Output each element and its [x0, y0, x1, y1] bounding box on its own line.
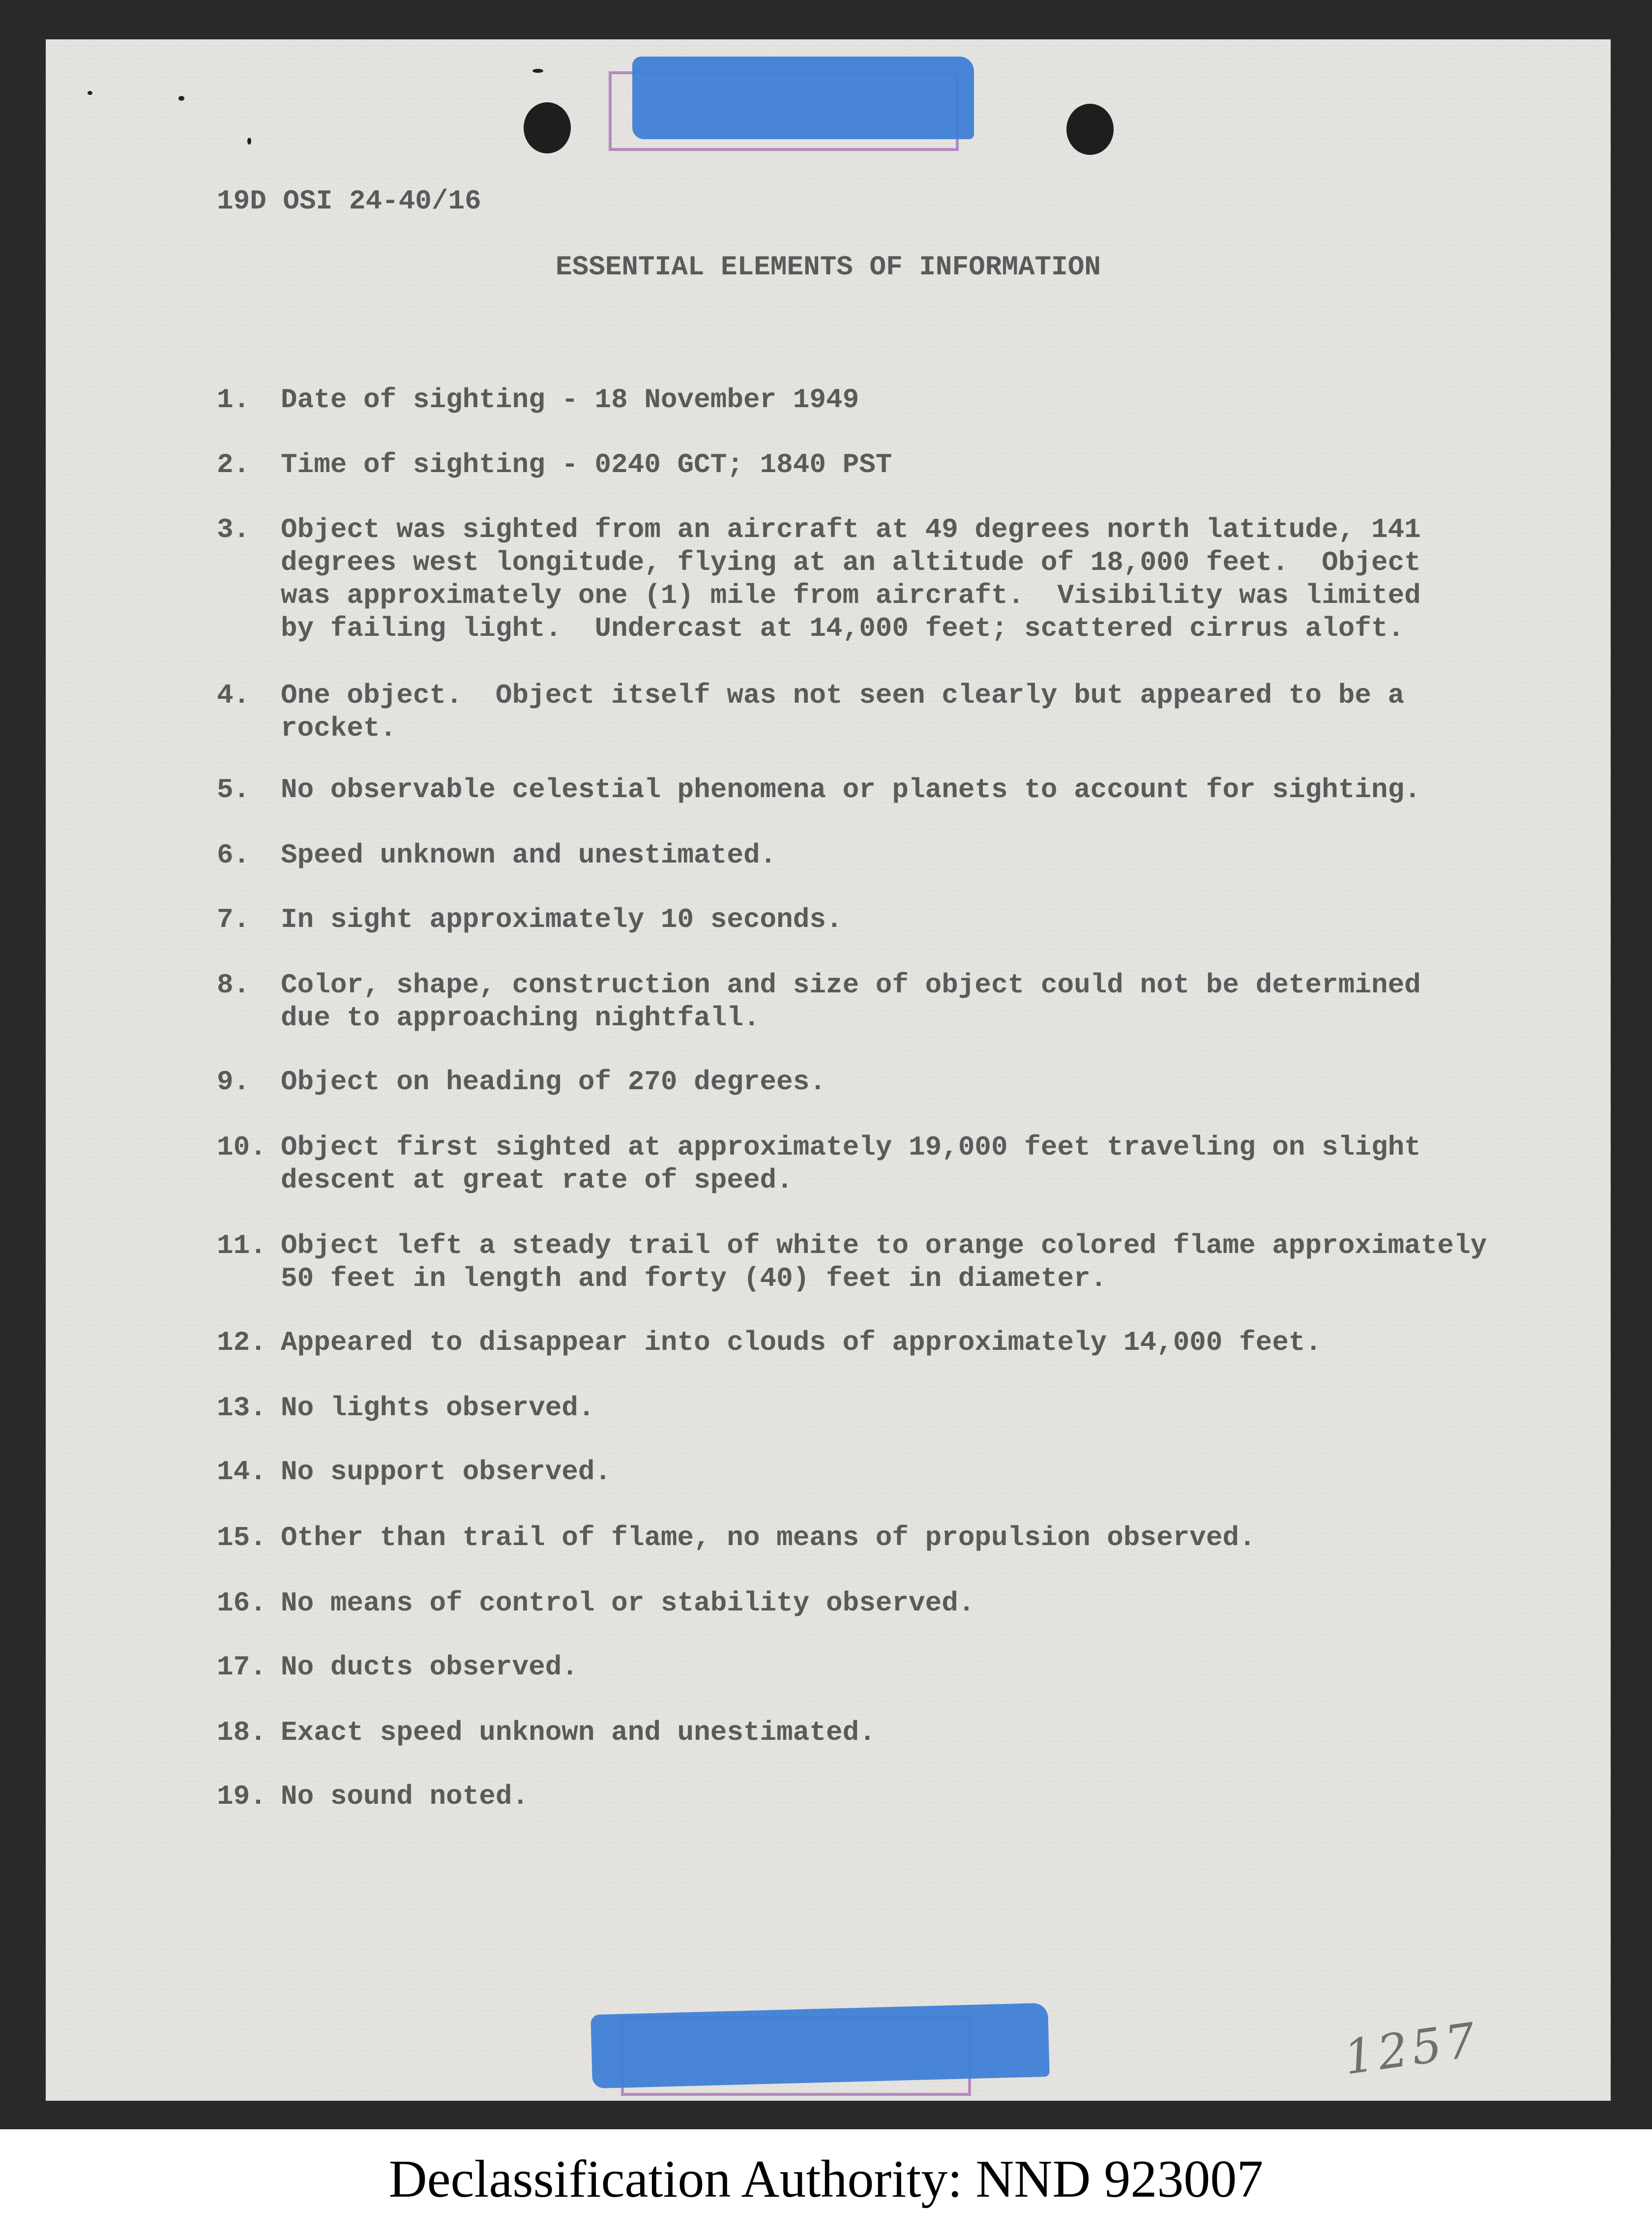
item-text-line: Speed unknown and unestimated. — [281, 839, 777, 871]
item-text-line: No means of control or stability observed. — [281, 1587, 975, 1619]
item-text-line: 50 feet in length and forty (40) feet in diameter. — [281, 1263, 1107, 1294]
list-item — [46, 1780, 1611, 1849]
item-text-line: was approximately one (1) mile from aircraft. Visibility was limited — [281, 580, 1421, 611]
redaction-marker-bottom — [590, 2003, 1050, 2088]
item-text-line: Object first sighted at approximately 19,000 feet traveling on slight — [281, 1132, 1421, 1163]
list-item — [46, 1521, 1611, 1590]
speck — [88, 91, 92, 95]
item-text-line: In sight approximately 10 seconds. — [281, 904, 843, 935]
item-text-line: Color, shape, construction and size of object could not be determined — [281, 969, 1421, 1001]
punch-hole-left — [524, 102, 571, 153]
list-item — [46, 1651, 1611, 1720]
item-text-line: No observable celestial phenomena or planets to account for sighting. — [281, 774, 1421, 805]
list-item — [46, 1131, 1611, 1200]
document-reference: 19D OSI 24-40/16 — [217, 185, 481, 217]
item-text-line: Time of sighting - 0240 GCT; 1840 PST — [281, 449, 892, 480]
list-item — [46, 1392, 1611, 1460]
item-text-line: by failing light. Undercast at 14,000 feet; scattered cirrus aloft. — [281, 613, 1405, 644]
list-item — [46, 513, 1611, 644]
item-number: 6. — [217, 839, 250, 871]
item-number: 3. — [217, 514, 250, 545]
item-text-line: Date of sighting - 18 November 1949 — [281, 384, 859, 416]
item-number: 7. — [217, 904, 250, 935]
list-item — [46, 1716, 1611, 1785]
item-number: 5. — [217, 774, 250, 805]
speck — [247, 138, 251, 145]
item-text-line: Object was sighted from an aircraft at 49 degrees north latitude, 141 — [281, 514, 1421, 545]
item-text-line: No sound noted. — [281, 1781, 529, 1812]
handwritten-page-number: 1257 — [1340, 2012, 1483, 2086]
speck — [178, 96, 184, 101]
item-text-line: Appeared to disappear into clouds of approximately 14,000 feet. — [281, 1327, 1322, 1358]
list-item — [46, 679, 1611, 748]
item-number: 17. — [217, 1651, 266, 1683]
item-number: 4. — [217, 680, 250, 711]
list-item — [46, 903, 1611, 972]
item-number: 16. — [217, 1587, 266, 1619]
item-text-line: Object left a steady trail of white to orange colored flame approximately — [281, 1230, 1487, 1261]
list-item — [46, 1229, 1611, 1298]
item-text-line: rocket. — [281, 713, 397, 744]
list-item — [46, 969, 1611, 1038]
item-text-line: No lights observed. — [281, 1392, 595, 1424]
list-item — [46, 448, 1611, 517]
list-item — [46, 1326, 1611, 1395]
item-number: 15. — [217, 1522, 266, 1553]
item-number: 11. — [217, 1230, 266, 1261]
item-text-line: descent at great rate of speed. — [281, 1164, 793, 1196]
item-text-line: Other than trail of flame, no means of propulsion observed. — [281, 1522, 1256, 1553]
document-page — [46, 39, 1611, 2101]
item-number: 12. — [217, 1327, 266, 1358]
item-number: 2. — [217, 449, 250, 480]
item-text-line: Exact speed unknown and unestimated. — [281, 1717, 876, 1748]
list-item — [46, 774, 1611, 842]
item-text-line: due to approaching nightfall. — [281, 1002, 760, 1034]
list-item — [46, 384, 1611, 452]
item-number: 19. — [217, 1781, 266, 1812]
item-number: 13. — [217, 1392, 266, 1424]
item-number: 8. — [217, 969, 250, 1001]
item-number: 14. — [217, 1456, 266, 1488]
punch-hole-right — [1066, 104, 1114, 155]
list-item — [46, 1456, 1611, 1524]
item-number: 9. — [217, 1066, 250, 1098]
redaction-marker-top — [632, 57, 974, 139]
item-text-line: One object. Object itself was not seen clearly but appeared to be a — [281, 680, 1405, 711]
declassification-caption: Declassification Authority: NND 923007 — [388, 2150, 1264, 2208]
list-item — [46, 1066, 1611, 1134]
document-title: ESSENTIAL ELEMENTS OF INFORMATION — [556, 251, 1101, 283]
item-number: 18. — [217, 1717, 266, 1748]
item-number: 10. — [217, 1132, 266, 1163]
item-text-line: No ducts observed. — [281, 1651, 578, 1683]
speck — [532, 69, 543, 73]
item-number: 1. — [217, 384, 250, 416]
item-text-line: degrees west longitude, flying at an altitude of 18,000 feet. Object — [281, 547, 1421, 578]
list-item — [46, 1587, 1611, 1656]
item-text-line: Object on heading of 270 degrees. — [281, 1066, 826, 1098]
list-item — [46, 839, 1611, 908]
item-text-line: No support observed. — [281, 1456, 612, 1488]
